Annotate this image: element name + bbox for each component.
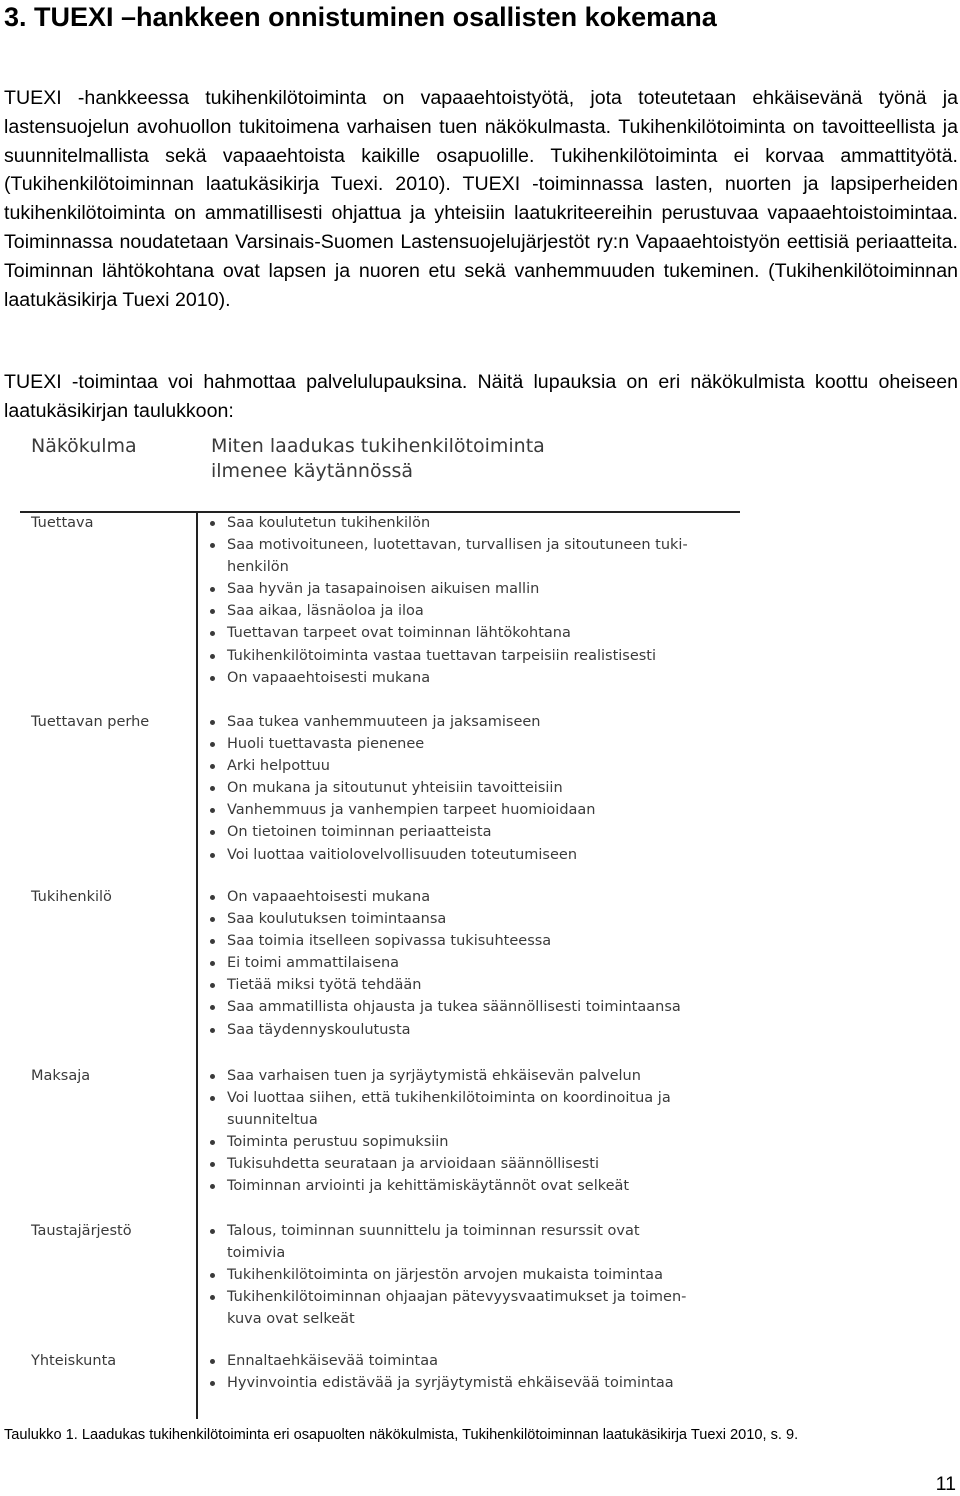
table-category: Tukihenkilö — [31, 889, 112, 905]
body-paragraph-2: TUEXI -toimintaa voi hahmottaa palvelulupauksina. Näitä lupauksia on eri näkökulmista koottu oheiseen laatukäsikirjan taulukkoon: — [4, 371, 958, 422]
table-item-list — [208, 512, 688, 689]
table-item: On vapaaehtoisesti mukana — [208, 886, 688, 908]
section-heading: 3. TUEXI –hankkeen onnistuminen osallisten kokemana — [4, 2, 717, 32]
table-header-viewpoint: Näkökulma — [31, 435, 137, 457]
table-item: Tukihenkilötoiminnan ohjaajan pätevyysvaatimukset ja toimenkuva ovat selkeät — [208, 1286, 688, 1330]
table-item-list — [208, 886, 688, 1041]
table-item: Toiminta perustuu sopimuksiin — [208, 1131, 688, 1153]
table-category: Maksaja — [31, 1068, 91, 1084]
table-item: Saa varhaisen tuen ja syrjäytymistä ehkäisevän palvelun — [208, 1065, 688, 1087]
table-item: Saa tukea vanhemmuuteen ja jaksamiseen — [208, 711, 688, 733]
table-item: Saa ammatillista ohjausta ja tukea säännöllisesti toimintaansa — [208, 996, 688, 1018]
table-header-quality: Miten laadukas tukihenkilötoiminta ilmenee käytännössä — [211, 435, 545, 482]
table-item: Vanhemmuus ja vanhempien tarpeet huomioidaan — [208, 799, 688, 821]
table-item: Hyvinvointia edistävää ja syrjäytymistä ehkäisevää toimintaa — [208, 1372, 688, 1394]
table-item: Saa koulutuksen toimintaansa — [208, 908, 688, 930]
table-category: Tuettavan perhe — [31, 714, 150, 730]
table-item-list — [208, 1220, 688, 1330]
table-category: Yhteiskunta — [31, 1353, 117, 1369]
table-item: Tukihenkilötoiminta vastaa tuettavan tarpeisiin realistisesti — [208, 645, 688, 667]
table-item: Huoli tuettavasta pienenee — [208, 733, 688, 755]
table-item: Saa toimia itselleen sopivassa tukisuhteessa — [208, 930, 688, 952]
table-item: Saa koulutetun tukihenkilön — [208, 512, 688, 534]
table-column-rule — [196, 511, 198, 1419]
table-item: Toiminnan arviointi ja kehittämiskäytännöt ovat selkeät — [208, 1175, 688, 1197]
table-item: On mukana ja sitoutunut yhteisiin tavoitteisiin — [208, 777, 688, 799]
table-item: Tuettavan tarpeet ovat toiminnan lähtökohtana — [208, 622, 688, 644]
table-item: Ennaltaehkäisevää toimintaa — [208, 1350, 688, 1372]
table-item: Voi luottaa siihen, että tukihenkilötoiminta on koordinoitua ja suunniteltua — [208, 1087, 688, 1131]
table-item: Tukisuhdetta seurataan ja arvioidaan säännöllisesti — [208, 1153, 688, 1175]
table-item: Talous, toiminnan suunnittelu ja toiminnan resurssit ovat toimivia — [208, 1220, 688, 1264]
table-item-list — [208, 1350, 688, 1394]
table-item: Tietää miksi työtä tehdään — [208, 974, 688, 996]
table-item: Ei toimi ammattilaisena — [208, 952, 688, 974]
table-item: On vapaaehtoisesti mukana — [208, 667, 688, 689]
table-item-list — [208, 1065, 688, 1198]
body-paragraph-1: TUEXI -hankkeessa tukihenkilötoiminta on vapaaehtoistyötä, jota toteutetaan ehkäisevänä työnä ja lastensuojelun avohuollon tukitoimena varhaisen tuen näkökulmasta. Tukihenkilötoiminta on tavoitteellista ja suunnitelmallista sekä vapaaehtoista kaikille osapuolille. Tukihenkilötoiminta ei korvaa ammattityötä. (Tukihenkilötoiminnan laatukäsikirja Tuexi. 2010). TUEXI -toiminnassa lasten, nuorten ja lapsiperheiden tukihenkilötoiminta on ammatillisesti ohjattua ja yhteisiin laatukriteereihin perustuvaa vapaaehtoistoimintaa. Toiminnassa noudatetaan Varsinais-Suomen Lastensuojelujärjestöt ry:n Vapaaehtoistyön eettisiä periaatteita. Toiminnan lähtökohtana ovat lapsen ja nuoren etu sekä vanhemmuuden tukeminen. (Tukihenkilötoiminnan laatukäsikirja Tuexi 2010). — [4, 87, 958, 311]
page-number: 11 — [935, 1473, 956, 1495]
table-category: Tuettava — [31, 515, 94, 531]
table-item-list — [208, 711, 688, 866]
table-item: Arki helpottuu — [208, 755, 688, 777]
table-category: Taustajärjestö — [31, 1223, 132, 1239]
table-caption: Taulukko 1. Laadukas tukihenkilötoiminta eri osapuolten näkökulmista, Tukihenkilötoiminnan laatukäsikirja Tuexi 2010, s. 9. — [4, 1427, 799, 1443]
table-item: Saa hyvän ja tasapainoisen aikuisen mallin — [208, 578, 688, 600]
table-item: Tukihenkilötoiminta on järjestön arvojen mukaista toimintaa — [208, 1264, 688, 1286]
table-item: Voi luottaa vaitiolovelvollisuuden toteutumiseen — [208, 844, 688, 866]
table-item: On tietoinen toiminnan periaatteista — [208, 821, 688, 843]
table-item: Saa aikaa, läsnäoloa ja iloa — [208, 600, 688, 622]
table-item: Saa motivoituneen, luotettavan, turvallisen ja sitoutuneen tukihenkilön — [208, 534, 688, 578]
table-item: Saa täydennyskoulutusta — [208, 1019, 688, 1041]
